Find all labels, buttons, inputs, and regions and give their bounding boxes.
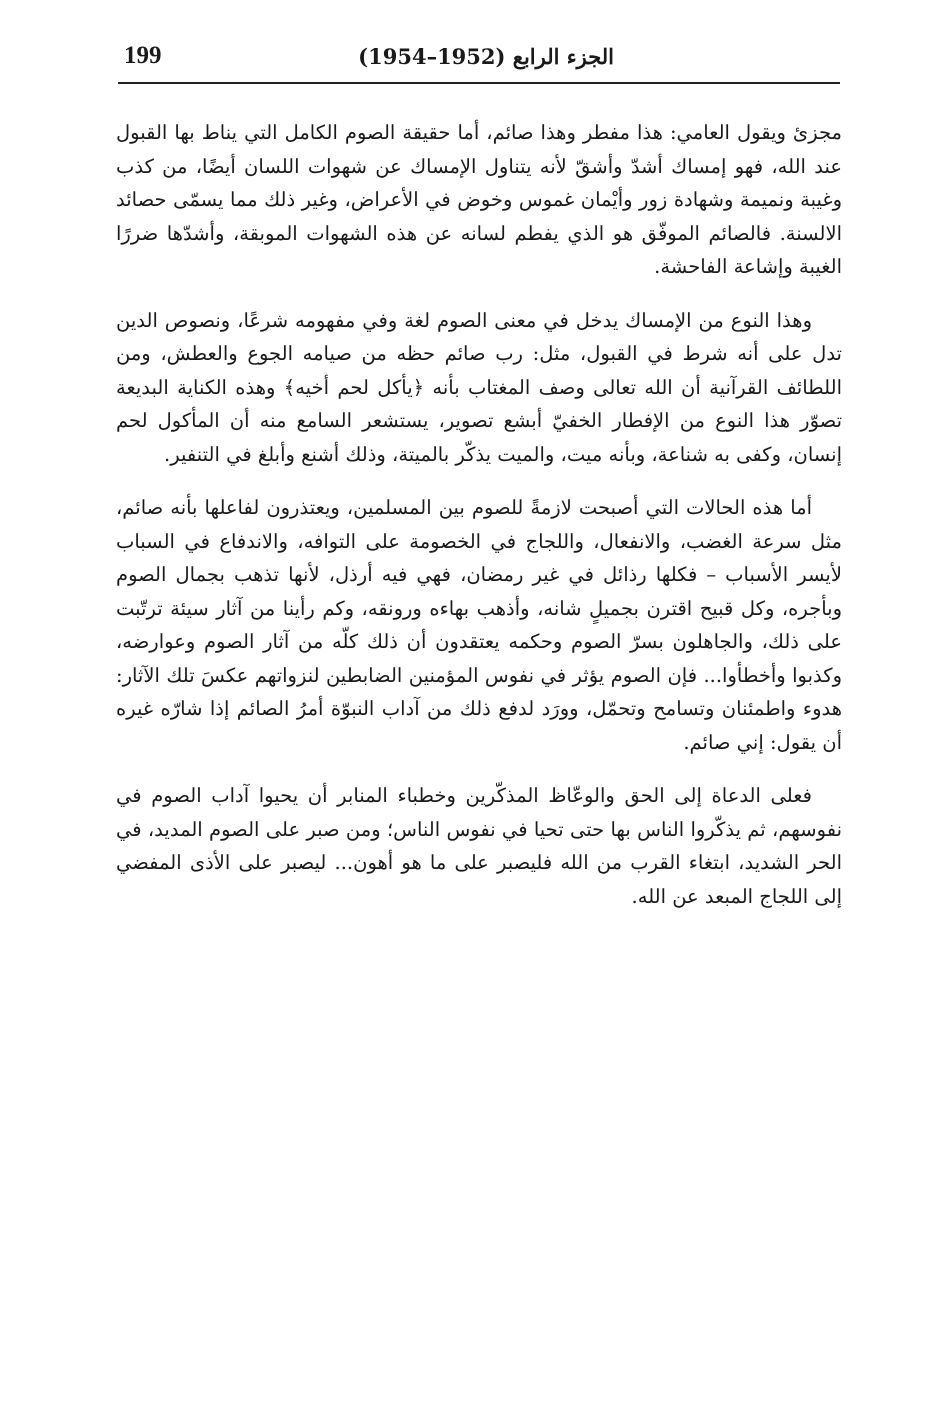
paragraph-3: أما هذه الحالات التي أصبحت لازمةً للصوم بين المسلمين، ويعتذرون لفاعلها بأنه صائم، مثل سرعة الغضب، والانفعال، واللجاج في الخصومة على التوافه، والاندفاع في السباب لأيسر الأسباب – فكلها رذائل في غير رمضان، فهي فيه أرذل، لأنها تذهب بجمال الصوم وبأجره، وكل قبيح اقترن بجميلٍ شانه، وأذهب بهاءه ورونقه، وكم رأينا من آثار سيئة ترتّبت على ذلك، والجاهلون بسرّ الصوم وحكمه يعتقدون أن ذلك كلّه من آثار الصوم وعوارضه، وكذبوا وأخطأوا... فإن الصوم يؤثر في نفوس المؤمنين الضابطين لنزواتهم عكسَ تلك الآثار: هدوء واطمئنان وتسامح وتحمّل، وورَد لدفع ذلك من آداب النبوّة أمرُ الصائم إذا شارّه غيره أن يقول: إني صائم. (116, 496, 842, 754)
paragraph-4: فعلى الدعاة إلى الحق والوعّاظ المذكّرين وخطباء المنابر أن يحيوا آداب الصوم في نفوسهم، ثم يذكّروا الناس بها حتى تحيا في نفوس الناس؛ ومن صبر على الصوم المديد، في الحر الشديد، ابتغاء القرب من الله فليصبر على ما هو أهون... ليصبر على الأذى المفضي إلى اللجاج المبعد عن الله. (116, 784, 842, 908)
paragraph-1: مجزئ ويقول العامي: هذا مفطر وهذا صائم، أما حقيقة الصوم الكامل التي يناط بها القبول عند الله، فهو إمساك أشدّ وأشقّ لأنه يتناول الإمساك عن شهوات اللسان أيضًا، من كذب وغيبة ونميمة وشهادة زور وأيْمان غموس وخوض في الأعراض، وغير ذلك مما يسمّى حصائد الالسنة. فالصائم الموفّق هو الذي يفطم لسانه عن هذه الشهوات الموبقة، وأشدّها ضررًا الغيبة وإشاعة الفاحشة. (116, 121, 842, 278)
page-number: 199 (124, 42, 162, 69)
page-header (118, 36, 840, 84)
paragraph-2: وهذا النوع من الإمساك يدخل في معنى الصوم لغة وفي مفهومه شرعًا، ونصوص الدين تدل على أنه شرط في القبول، مثل: رب صائم حظه من صيامه الجوع والعطش، ومن اللطائف القرآنية أن الله تعالى وصف المغتاب بأنه ﴿يأكل لحم أخيه﴾ وهذه الكناية البديعة تصوّر هذا النوع من الإفطار الخفيّ أبشع تصوير، يستشعر السامع منه أن المأكول لحم إنسان، وكفى به شناعة، وبأنه ميت، والميت يذكّر بالميتة، وذلك أشنع وأبلغ في التنفير. (116, 308, 842, 466)
running-title: الجزء الرابع (1952–1954) (358, 44, 614, 69)
body-text (116, 116, 842, 933)
